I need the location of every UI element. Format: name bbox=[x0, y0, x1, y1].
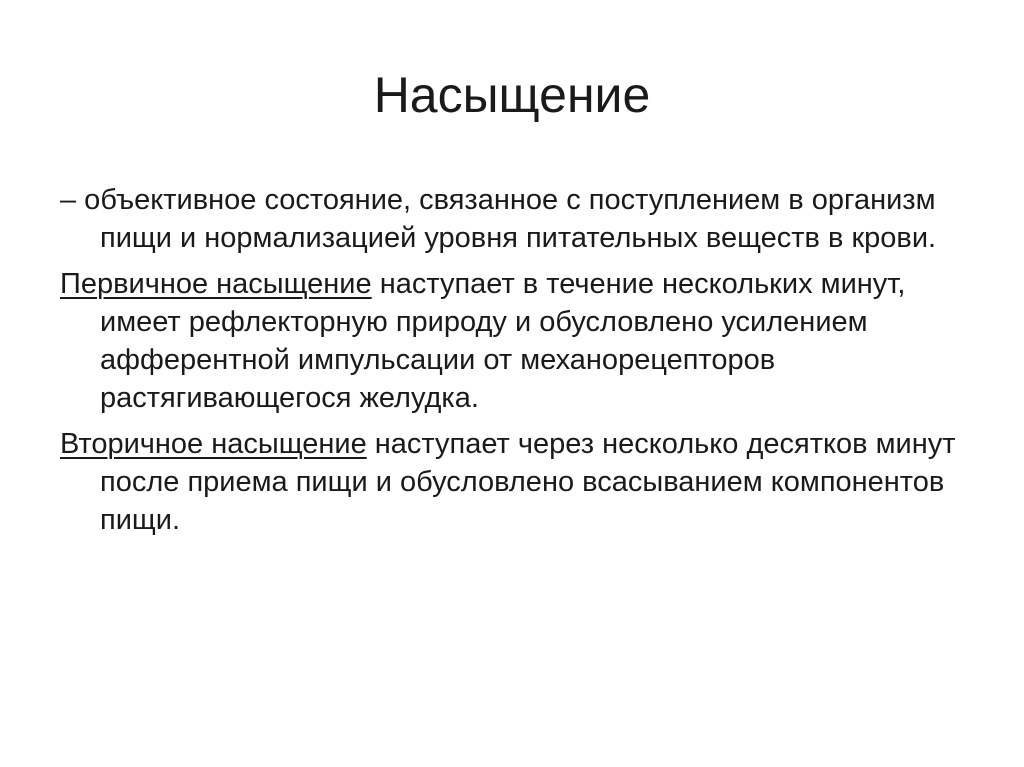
paragraph-primary-satiety bbox=[60, 265, 980, 417]
definition-text: – объективное состояние, связанное с поступлением в организм пищи и нормализацией уровня питательных веществ в крови. bbox=[60, 184, 937, 254]
term-primary-satiety: Первичное насыщение bbox=[60, 268, 372, 300]
primary-satiety-text: наступает в течение нескольких минут, имеет рефлекторную природу и обусловлено усилением афферентной импульсации от механорецепторов растягивающегося желудка. bbox=[100, 268, 906, 414]
slide-title: Насыщение bbox=[373, 67, 651, 123]
slide-body bbox=[60, 181, 980, 547]
paragraph-definition bbox=[60, 181, 980, 257]
secondary-satiety-text: наступает через несколько десятков минут после приема пищи и обусловлено всасыванием компонентов пищи. bbox=[100, 428, 956, 536]
term-secondary-satiety: Вторичное насыщение bbox=[60, 428, 367, 460]
paragraph-secondary-satiety bbox=[60, 425, 980, 539]
